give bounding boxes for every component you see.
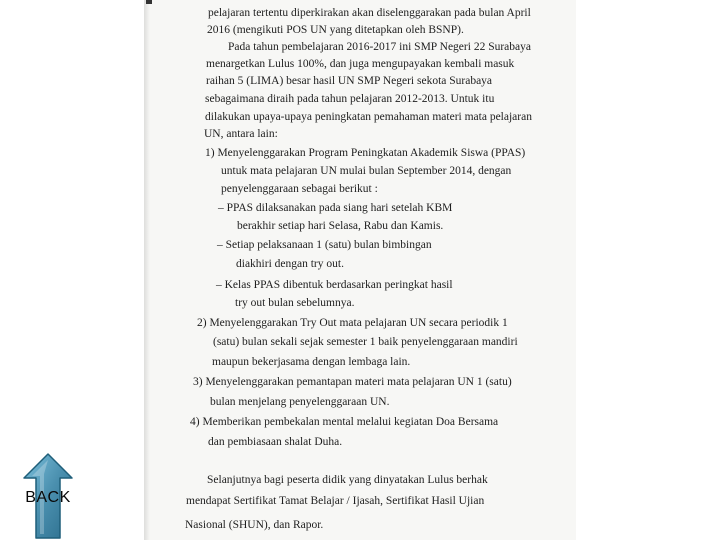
text-line: penyelenggaraan sebagai berikut : [221,183,378,195]
page-edge-shadow [144,0,150,540]
text-line: maupun bekerjasama dengan lembaga lain. [212,356,411,368]
text-line: menargetkan Lulus 100%, dan juga mengupayakan kembali masuk [206,58,515,70]
list-item-2: 2) Menyelenggarakan Try Out mata pelajaran UN secara periodik 1 [197,317,508,329]
text-line: Selanjutnya bagi peserta didik yang dinyatakan Lulus berhak [207,474,488,486]
text-line: untuk mata pelajaran UN mulai bulan September 2014, dengan [221,165,512,177]
text-line: mendapat Sertifikat Tamat Belajar / Ijasah, Sertifikat Hasil Ujian [186,495,485,507]
text-line: try out bulan sebelumnya. [235,297,355,309]
text-line: UN, antara lain: [204,128,278,140]
text-line: raihan 5 (LIMA) besar hasil UN SMP Negeri sekota Surabaya [206,75,493,87]
list-item-3: 3) Menyelenggarakan pemantapan materi mata pelajaran UN 1 (satu) [193,376,512,388]
text-line: pelajaran tertentu diperkirakan akan diselenggarakan pada bulan April [208,7,531,19]
sub-list-item: – Setiap pelaksanaan 1 (satu) bulan bimbingan [217,239,432,251]
sub-list-item: – Kelas PPAS dibentuk berdasarkan peringkat hasil [216,279,453,291]
text-line: (satu) bulan sekali sejak semester 1 baik penyelenggaraan mandiri [213,336,518,348]
text-line: sebagaimana diraih pada tahun pelajaran 2012-2013. Untuk itu [205,93,495,105]
scanned-document-page [144,0,576,540]
text-line: diakhiri dengan try out. [236,258,344,270]
list-item-1: 1) Menyelenggarakan Program Peningkatan Akademik Siswa (PPAS) [205,147,526,159]
scan-artifact [146,0,152,4]
text-line: dilakukan upaya-upaya peningkatan pemahaman materi mata pelajaran [205,111,532,123]
text-line: Pada tahun pembelajaran 2016-2017 ini SMP Negeri 22 Surabaya [228,41,531,53]
list-item-4: 4) Memberikan pembekalan mental melalui kegiatan Doa Bersama [190,416,499,428]
text-line: berakhir setiap hari Selasa, Rabu dan Kamis. [237,220,444,232]
text-line: bulan menjelang penyelenggaraan UN. [210,396,390,408]
text-line: 2016 (mengikuti POS UN yang ditetapkan oleh BSNP). [207,24,464,36]
text-line: Nasional (SHUN), dan Rapor. [185,519,324,531]
back-button-label[interactable]: BACK [25,489,71,506]
sub-list-item: – PPAS dilaksanakan pada siang hari setelah KBM [218,202,453,214]
text-line: dan pembiasaan shalat Duha. [208,436,343,448]
